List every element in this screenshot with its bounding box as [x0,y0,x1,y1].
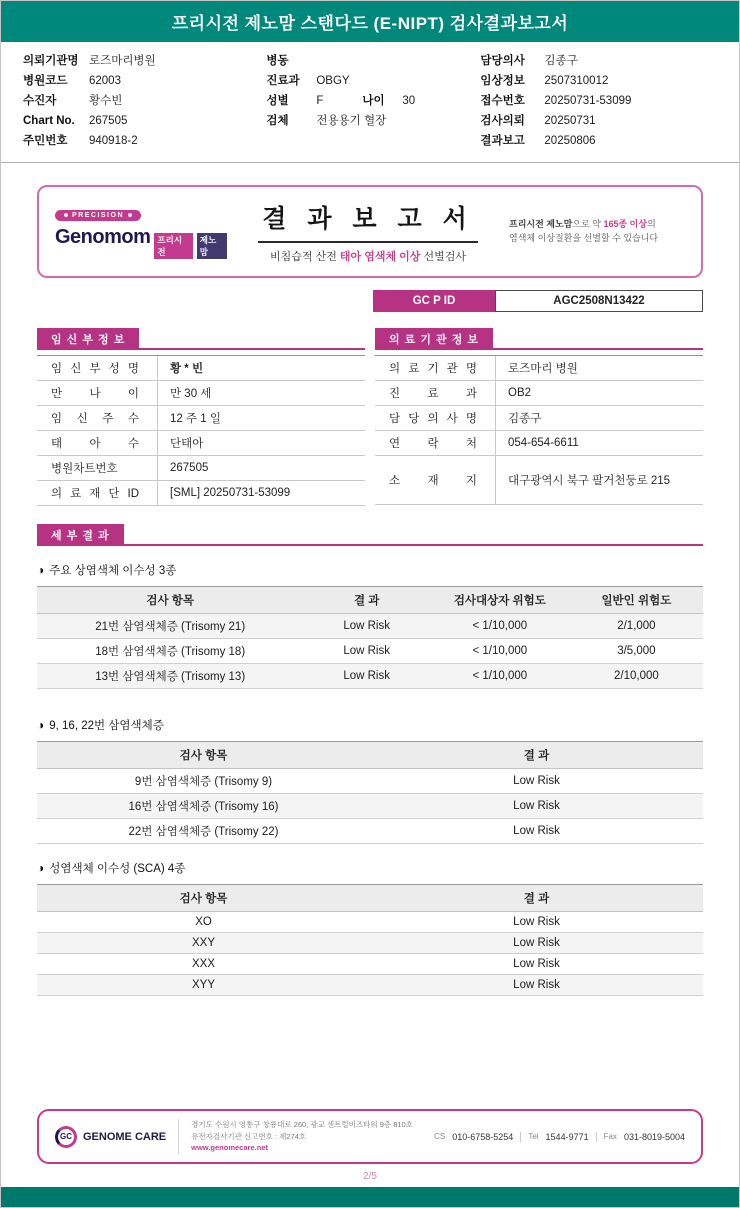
info-row [37,381,365,406]
table-row [37,614,703,639]
field-label: 수진자 [23,95,57,107]
test-result: Low Risk [370,975,703,996]
tagline-mid: 으로 약 [572,218,604,229]
info-value: OB2 [495,381,703,405]
half-circle-bullet-icon: ◑ [37,563,45,577]
detail-section-header [37,524,703,546]
field-label: Chart No. [23,115,75,127]
table-row [37,912,703,933]
report-subtitle [270,248,466,264]
field-label: 결과보고 [480,135,525,147]
patient-row [480,131,717,151]
page-number: 2/5 [363,1171,377,1182]
test-item: XXY [37,933,370,954]
tagline-highlight: 165종 이상 [603,218,648,229]
info-label: 임 신 부 성 명 [51,363,139,375]
info-value: 12 주 1 일 [157,406,365,430]
contact-separator [520,1132,521,1142]
subject-risk: < 1/10,000 [430,614,570,639]
info-section [37,328,703,506]
report-title: 결 과 보 고 서 [258,199,478,243]
patient-row [266,111,480,131]
subsection-title: 9, 16, 22번 삼염색체증 [49,720,164,732]
patient-header-col1 [23,51,266,151]
dot-icon [128,213,132,217]
population-risk: 2/1,000 [570,614,703,639]
section-rule [493,348,703,350]
dot-icon [64,213,68,217]
footer-divider [178,1119,179,1154]
field-label: 진료과 [266,75,300,87]
subsection-heading-other-trisomy [37,717,703,733]
tagline-end: 의 [647,218,656,229]
footer-card [37,1109,703,1164]
brand-kr-badge: 프리시전 [154,233,192,259]
test-item: 22번 삼염색체증 (Trisomy 22) [37,819,370,844]
column-header: 결 과 [370,885,703,912]
info-row [37,456,365,481]
field-value: OBGY [316,75,350,87]
field-value: 황수빈 [89,95,123,107]
info-value: 267505 [157,456,365,480]
patient-row [480,111,717,131]
subject-risk: < 1/10,000 [430,664,570,689]
column-header: 결 과 [370,742,703,769]
info-value: 황 * 빈 [157,356,365,380]
table-row [37,933,703,954]
subject-risk: < 1/10,000 [430,639,570,664]
banner-tagline [509,218,685,246]
website-link: www.genomecare.net [191,1143,268,1153]
cs-number: 010-6758-5254 [452,1131,514,1142]
subtitle-pre: 비침습적 산전 [270,251,340,263]
precision-label: PRECISION [72,211,125,219]
column-header: 일반인 위험도 [570,587,703,614]
half-circle-bullet-icon: ◑ [37,861,45,875]
info-row [375,381,703,406]
field-value: 30 [402,95,416,107]
genomecare-logo-text: GENOME CARE [83,1130,167,1143]
info-row [37,481,365,506]
patient-row [266,51,480,71]
info-row [375,406,703,431]
info-row [37,406,365,431]
maternal-section-header [37,328,365,350]
column-header: 검사대상자 위험도 [430,587,570,614]
info-label: 소 재 지 [389,475,477,487]
contact-separator [596,1132,597,1142]
maternal-table [37,355,365,506]
autosomal-trisomy-table [37,586,703,689]
address-line1: 경기도 수원시 영통구 창룡대로 260, 광교 센트럴비즈타워 9층 810호 [191,1120,413,1130]
detail-results-section [37,524,703,996]
table-row [37,664,703,689]
other-trisomy-table [37,741,703,844]
test-result: Low Risk [370,819,703,844]
report-title-block [237,199,499,264]
subsection-title: 성염색체 이수성 (SCA) 4종 [49,863,186,875]
page-title: 프리시전 제노맘 스탠다드 (E-NIPT) 검사결과보고서 [1,1,739,42]
table-header-row [37,587,703,614]
field-value: F [316,95,324,107]
info-value: [SML] 20250731-53099 [157,481,365,505]
tel-number: 1544-9771 [545,1131,589,1142]
table-row [37,975,703,996]
brand-kr-badge: 제노맘 [197,233,227,259]
patient-row [23,111,266,131]
info-row [375,456,703,505]
field-label: 병동 [266,55,289,67]
info-label: 의 료 기 관 명 [389,363,477,375]
subsection-heading-sca [37,860,703,876]
test-result: Low Risk [303,664,430,689]
field-label: 검체 [266,115,289,127]
gcpid-label: GC P ID [373,290,495,312]
field-value: 전용용기 혈장 [316,115,387,127]
footer-contact [434,1132,685,1142]
field-label: 나이 [362,95,385,107]
field-value: 940918-2 [89,135,138,147]
info-row [37,356,365,381]
patient-row [23,71,266,91]
genomom-logo [55,204,227,259]
info-row [37,431,365,456]
test-result: Low Risk [303,614,430,639]
field-label: 임상정보 [480,75,525,87]
cs-label: CS [434,1132,446,1142]
table-row [37,794,703,819]
address-line2: 유전자검사기관 신고번호 : 제274호 [191,1131,307,1141]
column-header: 검사 항목 [37,587,303,614]
info-label: 진 료 과 [389,388,477,400]
section-tab: 세 부 결 과 [37,524,124,546]
field-value: 20250731 [544,115,596,127]
field-value: 김종구 [544,55,578,67]
info-label: 담 당 의 사 명 [389,413,477,425]
test-item: 21번 삼염색체증 (Trisomy 21) [37,614,303,639]
column-header: 검사 항목 [37,885,370,912]
test-result: Low Risk [370,912,703,933]
column-header: 결 과 [303,587,430,614]
section-tab: 의 료 기 관 정 보 [375,328,493,350]
info-value: 대구광역시 북구 팔거천둥로 215 [495,456,703,504]
population-risk: 2/10,000 [570,664,703,689]
section-rule [124,544,703,546]
field-label: 담당의사 [480,55,525,67]
info-value: 만 30 세 [157,381,365,405]
population-risk: 3/5,000 [570,639,703,664]
tagline-line2: 염색체 이상질환을 선별할 수 있습니다 [509,232,659,243]
info-label: 임 신 주 수 [51,413,139,425]
patient-row [480,91,717,111]
field-value: 62003 [89,75,121,87]
field-value: 267505 [89,115,128,127]
field-value: 로즈마리병원 [89,55,156,67]
info-label: 의 료 재 단 ID [51,488,139,500]
field-label: 병원코드 [23,75,68,87]
test-result: Low Risk [370,933,703,954]
institution-table [375,355,703,505]
info-label: 연 락 처 [389,438,477,450]
report-banner [37,185,703,278]
institution-info [375,328,703,506]
patient-row [480,71,717,91]
test-result: Low Risk [370,794,703,819]
info-row [375,431,703,456]
tel-label: Tel [528,1132,539,1142]
footer-address [191,1119,413,1154]
patient-header-col2 [266,51,480,151]
test-item: XO [37,912,370,933]
subtitle-highlight: 태아 염색체 이상 [339,251,421,263]
brand-line [55,226,227,259]
test-item: 9번 삼염색체증 (Trisomy 9) [37,769,370,794]
table-row [37,954,703,975]
field-label: 검사의뢰 [480,115,525,127]
genomecare-logo-icon: GC [55,1126,77,1148]
table-header-row [37,742,703,769]
patient-row [266,91,480,111]
section-rule [139,348,365,350]
info-value: 단태아 [157,431,365,455]
patient-row [480,51,717,71]
field-value: 2507310012 [544,75,609,87]
info-label: 병원차트번호 [51,463,118,475]
section-tab: 임 신 부 정 보 [37,328,139,350]
test-result: Low Risk [370,954,703,975]
test-item: 16번 삼염색체증 (Trisomy 16) [37,794,370,819]
fax-number: 031-8019-5004 [623,1131,685,1142]
institution-section-header [375,328,703,350]
subsection-heading-autosomal [37,562,703,578]
patient-row [266,71,480,91]
table-header-row [37,885,703,912]
info-value: 054-654-6611 [495,431,703,455]
test-item: XXX [37,954,370,975]
field-label: 성별 [266,95,289,107]
bottom-bar [1,1187,739,1207]
info-label: 태 아 수 [51,438,139,450]
info-label: 만 나 이 [51,388,139,400]
sca-table [37,884,703,996]
patient-row [23,91,266,111]
field-value: 20250806 [544,135,596,147]
fax-label: Fax [603,1132,617,1142]
table-row [37,769,703,794]
test-item: XYY [37,975,370,996]
patient-header-col3 [480,51,717,151]
spacer [1,996,739,1109]
half-circle-bullet-icon: ◑ [37,718,45,732]
column-header: 검사 항목 [37,742,370,769]
test-result: Low Risk [370,769,703,794]
info-value: 로즈마리 병원 [495,356,703,380]
patient-row [23,131,266,151]
subtitle-post: 선별검사 [420,251,466,263]
patient-header [1,42,739,163]
precision-badge [55,210,141,221]
field-label: 접수번호 [480,95,525,107]
brand-name: Genomom [55,226,151,248]
table-row [37,819,703,844]
field-value: 20250731-53099 [544,95,632,107]
genomecare-logo [55,1126,166,1148]
maternal-info [37,328,365,506]
field-label: 의뢰기관명 [23,55,79,67]
info-row [375,356,703,381]
test-item: 18번 삼염색체증 (Trisomy 18) [37,639,303,664]
patient-row [23,51,266,71]
gcpid-value: AGC2508N13422 [495,290,703,312]
subsection-title: 주요 상염색체 이수성 3종 [49,565,177,577]
table-row [37,639,703,664]
test-result: Low Risk [303,639,430,664]
field-label: 주민번호 [23,135,68,147]
test-item: 13번 삼염색체증 (Trisomy 13) [37,664,303,689]
tagline-bold: 프리시전 제노맘 [509,218,573,229]
info-value: 김종구 [495,406,703,430]
gcpid-row [37,290,703,312]
